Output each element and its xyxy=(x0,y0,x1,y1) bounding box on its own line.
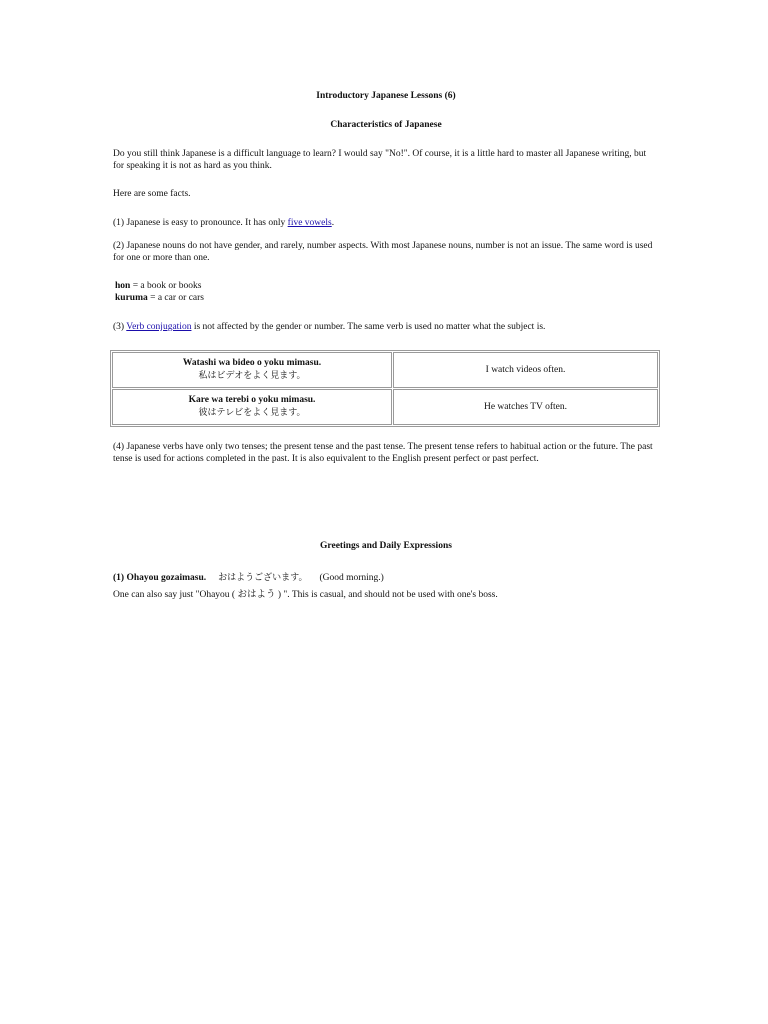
greeting-1 xyxy=(113,573,659,585)
english-translation-cell: I watch videos often. xyxy=(393,352,658,388)
fact-4: (4) Japanese verbs have only two tenses; the present tense and the past tense. The present tense refers to habitual action or the future. The past tense is used for actions completed in the past. It is also equivalent to the English present perfect or past perfect. xyxy=(113,442,653,464)
romaji-sentence: Kare wa terebi o yoku mimasu. xyxy=(188,395,316,405)
example-meaning: = a car or cars xyxy=(147,293,204,303)
table-row xyxy=(112,352,658,388)
example-meaning: = a book or books xyxy=(130,281,202,291)
intro-paragraph: Do you still think Japanese is a difficult language to learn? I would say "No!". Of course, it is a little hard to master all Japanese writing, but for speaking it is not as hard as you think. xyxy=(113,149,647,171)
facts-intro: Here are some facts. xyxy=(113,189,191,199)
verb-conjugation-link[interactable]: Verb conjugation xyxy=(126,322,192,332)
japanese-sentence-cell xyxy=(112,352,392,388)
table-row xyxy=(112,389,658,425)
verb-examples-table xyxy=(110,350,660,427)
japanese-sentence-cell xyxy=(112,389,392,425)
example-kuruma xyxy=(115,293,661,305)
example-word: kuruma xyxy=(115,293,148,303)
fact-2: (2) Japanese nouns do not have gender, and rarely, number aspects. With most Japanese nouns, number is not an issue. The same word is used for one or more than one. xyxy=(113,241,653,263)
fact-1-suffix: . xyxy=(331,218,335,228)
greeting-japanese: おはようございます。 xyxy=(218,573,308,583)
greeting-1-note: One can also say just "Ohayou ( おはよう ) ". This is casual, and should not be used with one's boss. xyxy=(113,590,498,600)
example-hon xyxy=(115,281,661,293)
example-word: hon xyxy=(115,281,131,291)
fact-3-text: is not affected by the gender or number. The same verb is used no matter what the subject is. xyxy=(191,322,546,332)
romaji-sentence: Watashi wa bideo o yoku mimasu. xyxy=(182,358,322,368)
document-title: Introductory Japanese Lessons (6) xyxy=(316,91,456,101)
greeting-english: (Good morning.) xyxy=(319,573,384,583)
section-title-greetings: Greetings and Daily Expressions xyxy=(320,541,452,551)
five-vowels-link[interactable]: five vowels xyxy=(287,218,332,228)
section-title-characteristics: Characteristics of Japanese xyxy=(330,120,442,130)
fact-3-prefix: (3) xyxy=(113,322,127,332)
japanese-sentence: 私はビデオをよく見ます。 xyxy=(198,371,306,381)
fact-3 xyxy=(113,322,659,334)
greeting-romaji: (1) Ohayou gozaimasu. xyxy=(113,573,207,583)
fact-1 xyxy=(113,218,659,230)
japanese-sentence: 彼はテレビをよく見ます。 xyxy=(198,408,306,418)
fact-1-text: (1) Japanese is easy to pronounce. It has only xyxy=(113,218,288,228)
english-translation-cell: He watches TV often. xyxy=(393,389,658,425)
